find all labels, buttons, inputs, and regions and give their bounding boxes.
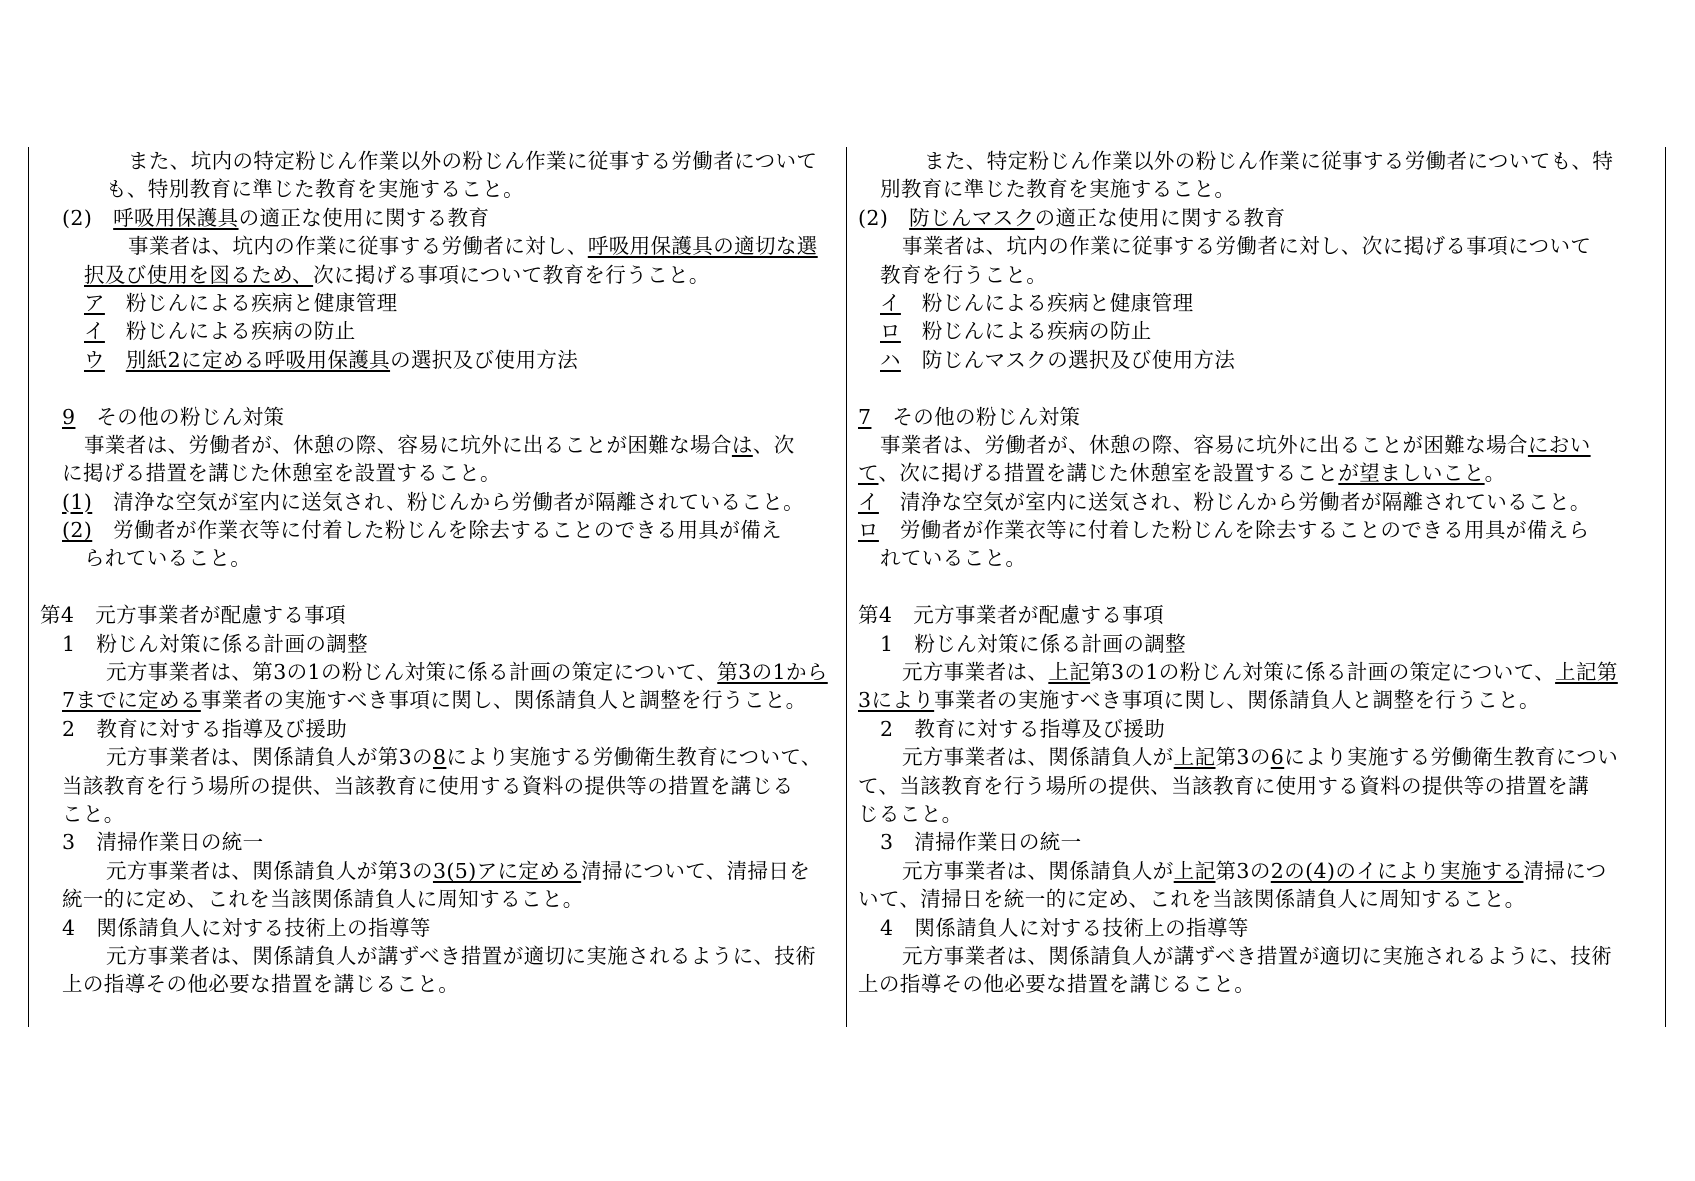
paragraph-line: 事業者は、坑内の作業に従事する労働者に対し、次に掲げる事項について <box>902 234 1592 259</box>
paragraph-line: じること。 <box>858 801 963 826</box>
list-item: ハ 防じんマスクの選択及び使用方法 <box>880 347 1236 372</box>
list-item: ロ 粉じんによる疾病の防止 <box>880 319 1152 344</box>
amended-text: 3により <box>858 688 935 713</box>
spacer <box>40 573 840 601</box>
revised-text-column <box>40 147 840 999</box>
subsection-heading <box>858 204 1658 232</box>
paragraph-line: 元方事業者は、関係請負人が上記第3の2の(4)のイにより実施する清掃につ <box>902 858 1607 883</box>
section-heading: 4 関係請負人に対する技術上の指導等 <box>880 915 1249 940</box>
paragraph-line: れていること。 <box>880 546 1027 571</box>
amended-text: 6 <box>1270 745 1285 770</box>
amended-text: 上記 <box>1048 660 1091 685</box>
amended-text: 上記 <box>1173 745 1216 770</box>
list-marker: イ <box>84 319 105 344</box>
list-marker: ハ <box>880 347 901 372</box>
amended-text: 7までに定める <box>62 688 201 713</box>
list-item: (1) 清浄な空気が室内に送気され、粉じんから労働者が隔離されていること。 <box>62 489 805 514</box>
amended-text: は <box>731 432 753 457</box>
paragraph-line: また、特定粉じん作業以外の粉じん作業に従事する労働者についても、特 <box>924 149 1614 173</box>
section-heading: 2 教育に対する指導及び援助 <box>880 716 1166 741</box>
list-item: (2) 労働者が作業衣等に付着した粉じんを除去することのできる用具が備え <box>62 518 782 543</box>
section-heading: 7 その他の粉じん対策 <box>858 404 1081 429</box>
paragraph-line: られていること。 <box>84 546 252 571</box>
section-heading: 1 粉じん対策に係る計画の調整 <box>62 631 369 656</box>
list-marker: ロ <box>880 319 901 344</box>
spacer <box>40 374 840 402</box>
amended-text: 8 <box>432 745 447 770</box>
amended-text: 別紙2に定める呼吸用保護具 <box>125 347 391 372</box>
section-heading: 3 清掃作業日の統一 <box>880 830 1082 855</box>
paragraph-line: も、特別教育に準じた教育を実施すること。 <box>106 177 524 202</box>
table-border-left <box>28 147 29 1027</box>
amended-text: 呼吸用保護具の適切な選 <box>587 234 818 259</box>
list-item: ウ 別紙2に定める呼吸用保護具の選択及び使用方法 <box>84 347 579 372</box>
paragraph-line: 事業者は、労働者が、休憩の際、容易に坑外に出ることが困難な場合は、次 <box>84 432 795 457</box>
paragraph-line: て、当該教育を行う場所の提供、当該教育に使用する資料の提供等の措置を講 <box>858 773 1590 798</box>
list-item: イ 粉じんによる疾病の防止 <box>84 319 356 344</box>
subsection-number: (2) <box>62 205 93 230</box>
paragraph-line: て、次に掲げる措置を講じた休憩室を設置することが望ましいこと。 <box>858 461 1506 486</box>
paragraph-line: 3により事業者の実施すべき事項に関し、関係請負人と調整を行うこと。 <box>858 688 1540 713</box>
list-marker: (2) <box>62 518 93 543</box>
section-heading: 3 清掃作業日の統一 <box>62 830 264 855</box>
amended-text: におい <box>1527 432 1591 457</box>
list-marker: ア <box>84 290 105 315</box>
amended-text: が望ましいこと <box>1338 461 1485 486</box>
paragraph-line: 事業者は、労働者が、休憩の際、容易に坑外に出ることが困難な場合におい <box>880 432 1591 457</box>
list-marker: ウ <box>84 347 105 372</box>
chapter-heading: 第4 元方事業者が配慮する事項 <box>858 603 1165 628</box>
section-heading: 1 粉じん対策に係る計画の調整 <box>880 631 1187 656</box>
paragraph-line: 当該教育を行う場所の提供、当該教育に使用する資料の提供等の措置を講じる <box>62 773 794 798</box>
table-border-middle <box>846 147 847 1027</box>
list-item: イ 粉じんによる疾病と健康管理 <box>880 290 1194 315</box>
paragraph-line: 元方事業者は、関係請負人が第3の3(5)アに定める清掃について、清掃日を <box>106 858 811 883</box>
amended-text: 上記第 <box>1555 660 1618 685</box>
list-item: ア 粉じんによる疾病と健康管理 <box>84 290 398 315</box>
amended-text: 第3の1から <box>717 660 828 685</box>
list-marker: イ <box>880 290 901 315</box>
paragraph-line: 元方事業者は、関係請負人が上記第3の6により実施する労働衛生教育につい <box>902 745 1619 770</box>
list-item: イ 清浄な空気が室内に送気され、粉じんから労働者が隔離されていること。 <box>858 489 1591 514</box>
list-marker: ロ <box>858 518 879 543</box>
list-marker: (1) <box>62 489 93 514</box>
paragraph-line: いて、清掃日を統一的に定め、これを当該関係請負人に周知すること。 <box>858 887 1526 912</box>
amended-text: 上記 <box>1173 858 1216 883</box>
current-text-column <box>858 147 1658 999</box>
amended-text: 防じんマスク <box>909 205 1035 230</box>
section-heading: 2 教育に対する指導及び援助 <box>62 716 348 741</box>
subsection-number: (2) <box>858 205 889 230</box>
table-border-right <box>1665 147 1666 1027</box>
list-item: ロ 労働者が作業衣等に付着した粉じんを除去することのできる用具が備えら <box>858 518 1590 543</box>
paragraph-line: 事業者は、坑内の作業に従事する労働者に対し、呼吸用保護具の適切な選 <box>128 234 818 259</box>
paragraph-line: 元方事業者は、関係請負人が講ずべき措置が適切に実施されるように、技術 <box>106 943 817 968</box>
paragraph-line: 別教育に準じた教育を実施すること。 <box>880 177 1236 202</box>
spacer <box>858 374 1658 402</box>
spacer <box>858 573 1658 601</box>
paragraph-line: 上の指導その他必要な措置を講じること。 <box>858 972 1256 997</box>
paragraph-line: 元方事業者は、関係請負人が第3の8により実施する労働衛生教育について、 <box>106 745 822 770</box>
section-number: 7 <box>858 404 872 429</box>
amended-text: 2の(4)のイにより実施する <box>1270 858 1524 883</box>
list-marker: イ <box>858 489 879 514</box>
paragraph-line: 統一的に定め、これを当該関係請負人に周知すること。 <box>62 887 584 912</box>
paragraph-line: 元方事業者は、第3の1の粉じん対策に係る計画の策定について、第3の1から <box>106 660 828 685</box>
subsection-title: の適正な使用に関する教育 <box>238 205 490 230</box>
section-heading: 9 その他の粉じん対策 <box>62 404 285 429</box>
paragraph-line: 択及び使用を図るため、次に掲げる事項について教育を行うこと。 <box>84 262 710 287</box>
section-heading: 4 関係請負人に対する技術上の指導等 <box>62 915 431 940</box>
paragraph-line: こと。 <box>62 801 125 826</box>
amended-text: 3(5)アに定める <box>432 858 582 883</box>
paragraph-line: 上の指導その他必要な措置を講じること。 <box>62 972 460 997</box>
amended-text: て <box>858 461 879 486</box>
section-number: 9 <box>62 404 76 429</box>
paragraph-line: 教育を行うこと。 <box>880 262 1048 287</box>
subsection-heading <box>40 204 840 232</box>
amended-text: 択及び使用を図るため、 <box>84 262 314 287</box>
paragraph-line: 元方事業者は、関係請負人が講ずべき措置が適切に実施されるように、技術 <box>902 943 1613 968</box>
chapter-heading: 第4 元方事業者が配慮する事項 <box>40 603 347 628</box>
paragraph-line: に掲げる措置を講じた休憩室を設置すること。 <box>62 461 501 486</box>
paragraph-line: また、坑内の特定粉じん作業以外の粉じん作業に従事する労働者について <box>128 149 818 173</box>
subsection-title: の適正な使用に関する教育 <box>1034 205 1286 230</box>
paragraph-line: 元方事業者は、上記第3の1の粉じん対策に係る計画の策定について、上記第 <box>902 660 1618 685</box>
amended-text: 呼吸用保護具 <box>113 205 239 230</box>
paragraph-line: 7までに定める事業者の実施すべき事項に関し、関係請負人と調整を行うこと。 <box>62 688 807 713</box>
